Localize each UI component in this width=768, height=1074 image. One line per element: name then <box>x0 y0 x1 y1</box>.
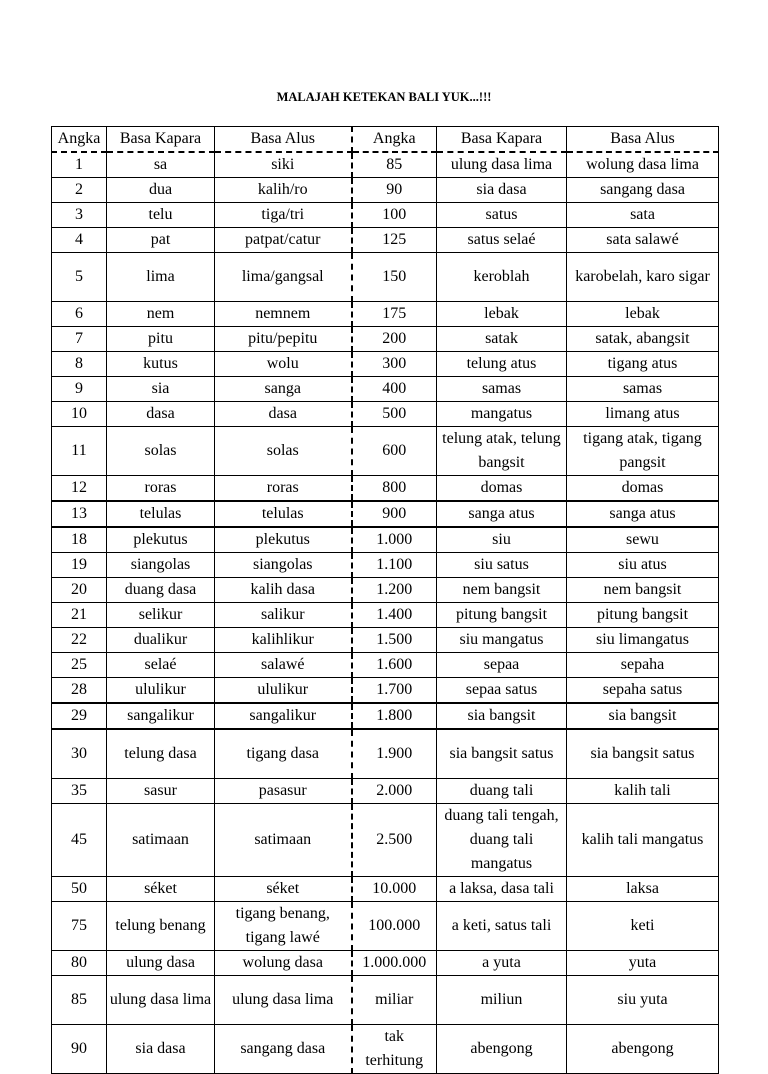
cell-basa-kapara-2: sepaa <box>437 653 567 678</box>
cell-basa-kapara-2: duang tali <box>437 779 567 804</box>
cell-basa-alus: siangolas <box>215 553 352 578</box>
cell-angka-2: 90 <box>352 178 437 203</box>
table-row <box>52 678 719 704</box>
cell-basa-alus: salikur <box>215 603 352 628</box>
cell-basa-alus-2: limang atus <box>567 402 719 427</box>
cell-angka-2: 1.000 <box>352 527 437 553</box>
cell-basa-alus: kalihlikur <box>215 628 352 653</box>
cell-angka: 25 <box>52 653 107 678</box>
table-row <box>52 203 719 228</box>
cell-angka-2: 1.600 <box>352 653 437 678</box>
cell-angka: 4 <box>52 228 107 253</box>
cell-angka-2: 1.400 <box>352 603 437 628</box>
table-row <box>52 253 719 302</box>
cell-basa-kapara: solas <box>107 427 215 476</box>
cell-basa-alus-2: samas <box>567 377 719 402</box>
table-row <box>52 653 719 678</box>
cell-basa-alus-2: siu limangatus <box>567 628 719 653</box>
cell-angka-2: 1.000.000 <box>352 951 437 976</box>
header-row <box>52 127 719 153</box>
cell-basa-alus-2: sata <box>567 203 719 228</box>
cell-basa-alus-2: sia bangsit satus <box>567 729 719 779</box>
cell-basa-alus-2: lebak <box>567 302 719 327</box>
cell-angka-2: 125 <box>352 228 437 253</box>
table-row <box>52 178 719 203</box>
cell-basa-alus: ululikur <box>215 678 352 704</box>
table-row <box>52 228 719 253</box>
cell-basa-kapara-2: telung atus <box>437 352 567 377</box>
table-row <box>52 402 719 427</box>
cell-basa-kapara-2: siu mangatus <box>437 628 567 653</box>
cell-basa-alus: pasasur <box>215 779 352 804</box>
header-basa-alus-2: Basa Alus <box>567 127 719 153</box>
cell-angka-2: 10.000 <box>352 877 437 902</box>
cell-basa-alus: dasa <box>215 402 352 427</box>
table-row <box>52 603 719 628</box>
table-row <box>52 628 719 653</box>
cell-angka-2: 1.100 <box>352 553 437 578</box>
cell-basa-kapara: nem <box>107 302 215 327</box>
cell-basa-kapara-2: siu <box>437 527 567 553</box>
table-row <box>52 427 719 476</box>
cell-basa-kapara: ululikur <box>107 678 215 704</box>
cell-basa-alus: lima/gangsal <box>215 253 352 302</box>
cell-angka-2: 1.900 <box>352 729 437 779</box>
header-angka: Angka <box>52 127 107 153</box>
cell-basa-kapara: pat <box>107 228 215 253</box>
cell-basa-kapara-2: sepaa satus <box>437 678 567 704</box>
cell-angka-2: 100.000 <box>352 902 437 951</box>
cell-basa-alus-2: sata salawé <box>567 228 719 253</box>
cell-basa-kapara-2: abengong <box>437 1025 567 1074</box>
cell-basa-kapara-2: satus selaé <box>437 228 567 253</box>
cell-basa-alus: tigang dasa <box>215 729 352 779</box>
cell-angka-2: 400 <box>352 377 437 402</box>
cell-basa-kapara: selaé <box>107 653 215 678</box>
cell-basa-kapara-2: a yuta <box>437 951 567 976</box>
table-row <box>52 779 719 804</box>
cell-basa-alus-2: sewu <box>567 527 719 553</box>
cell-basa-alus: pitu/pepitu <box>215 327 352 352</box>
cell-angka: 8 <box>52 352 107 377</box>
cell-basa-alus-2: sangang dasa <box>567 178 719 203</box>
cell-basa-kapara-2: sia bangsit satus <box>437 729 567 779</box>
cell-angka: 85 <box>52 976 107 1025</box>
cell-angka-2: tak terhitung <box>352 1025 437 1074</box>
cell-basa-alus: patpat/catur <box>215 228 352 253</box>
cell-basa-alus-2: sepaha satus <box>567 678 719 704</box>
cell-basa-alus: séket <box>215 877 352 902</box>
cell-angka: 35 <box>52 779 107 804</box>
cell-angka-2: 1.800 <box>352 703 437 729</box>
cell-angka: 90 <box>52 1025 107 1074</box>
cell-basa-alus-2: kalih tali <box>567 779 719 804</box>
cell-basa-kapara-2: pitung bangsit <box>437 603 567 628</box>
cell-basa-alus-2: tigang atak, tigang pangsit <box>567 427 719 476</box>
table-row <box>52 877 719 902</box>
cell-basa-kapara-2: satus <box>437 203 567 228</box>
cell-angka: 29 <box>52 703 107 729</box>
cell-angka: 30 <box>52 729 107 779</box>
cell-basa-kapara: telu <box>107 203 215 228</box>
cell-basa-alus: roras <box>215 476 352 502</box>
cell-basa-kapara: ulung dasa <box>107 951 215 976</box>
table-row <box>52 976 719 1025</box>
cell-angka: 2 <box>52 178 107 203</box>
table-row <box>52 152 719 178</box>
cell-angka-2: 1.500 <box>352 628 437 653</box>
cell-basa-alus-2: siu yuta <box>567 976 719 1025</box>
cell-basa-alus-2: satak, abangsit <box>567 327 719 352</box>
cell-basa-alus-2: domas <box>567 476 719 502</box>
cell-basa-kapara: sa <box>107 152 215 178</box>
cell-angka: 75 <box>52 902 107 951</box>
cell-angka-2: miliar <box>352 976 437 1025</box>
cell-angka-2: 600 <box>352 427 437 476</box>
table-row <box>52 476 719 502</box>
cell-basa-kapara: pitu <box>107 327 215 352</box>
cell-angka: 3 <box>52 203 107 228</box>
cell-basa-alus: sangalikur <box>215 703 352 729</box>
header-angka-2: Angka <box>352 127 437 153</box>
cell-basa-kapara: sia <box>107 377 215 402</box>
cell-angka-2: 150 <box>352 253 437 302</box>
cell-basa-alus: salawé <box>215 653 352 678</box>
cell-basa-kapara: dualikur <box>107 628 215 653</box>
table-row <box>52 302 719 327</box>
cell-angka-2: 1.700 <box>352 678 437 704</box>
cell-basa-alus-2: tigang atus <box>567 352 719 377</box>
cell-basa-alus-2: keti <box>567 902 719 951</box>
cell-angka: 1 <box>52 152 107 178</box>
cell-basa-kapara-2: duang tali tengah, duang tali mangatus <box>437 804 567 877</box>
table-row <box>52 578 719 603</box>
cell-angka: 22 <box>52 628 107 653</box>
cell-angka: 13 <box>52 501 107 527</box>
cell-basa-alus: wolung dasa <box>215 951 352 976</box>
cell-basa-kapara: dua <box>107 178 215 203</box>
cell-basa-alus-2: sepaha <box>567 653 719 678</box>
cell-basa-alus: tigang benang, tigang lawé <box>215 902 352 951</box>
cell-basa-alus-2: laksa <box>567 877 719 902</box>
cell-basa-kapara: duang dasa <box>107 578 215 603</box>
cell-basa-alus: ulung dasa lima <box>215 976 352 1025</box>
cell-angka: 21 <box>52 603 107 628</box>
cell-basa-kapara: telulas <box>107 501 215 527</box>
cell-angka-2: 2.000 <box>352 779 437 804</box>
page-title: MALAJAH KETEKAN BALI YUK...!!! <box>276 90 492 104</box>
cell-angka-2: 500 <box>352 402 437 427</box>
table-row <box>52 377 719 402</box>
cell-angka-2: 200 <box>352 327 437 352</box>
cell-basa-kapara: telung benang <box>107 902 215 951</box>
cell-basa-kapara-2: sia bangsit <box>437 703 567 729</box>
cell-basa-alus-2: sanga atus <box>567 501 719 527</box>
cell-angka: 11 <box>52 427 107 476</box>
cell-angka-2: 175 <box>352 302 437 327</box>
cell-angka-2: 1.200 <box>352 578 437 603</box>
cell-angka: 80 <box>52 951 107 976</box>
cell-basa-alus: wolu <box>215 352 352 377</box>
cell-angka: 6 <box>52 302 107 327</box>
cell-basa-kapara: plekutus <box>107 527 215 553</box>
cell-angka-2: 800 <box>352 476 437 502</box>
cell-basa-kapara-2: domas <box>437 476 567 502</box>
table-body <box>52 152 719 1074</box>
cell-basa-alus-2: kalih tali mangatus <box>567 804 719 877</box>
table-row <box>52 352 719 377</box>
header-basa-kapara-2: Basa Kapara <box>437 127 567 153</box>
cell-basa-alus: sanga <box>215 377 352 402</box>
cell-basa-kapara-2: lebak <box>437 302 567 327</box>
cell-basa-alus: sangang dasa <box>215 1025 352 1074</box>
cell-basa-kapara-2: mangatus <box>437 402 567 427</box>
cell-basa-alus-2: yuta <box>567 951 719 976</box>
header-basa-alus: Basa Alus <box>215 127 352 153</box>
cell-basa-alus: nemnem <box>215 302 352 327</box>
table-row <box>52 327 719 352</box>
cell-basa-kapara-2: a keti, satus tali <box>437 902 567 951</box>
table-row <box>52 527 719 553</box>
cell-angka: 5 <box>52 253 107 302</box>
cell-basa-kapara: ulung dasa lima <box>107 976 215 1025</box>
cell-basa-kapara: satimaan <box>107 804 215 877</box>
cell-basa-kapara-2: miliun <box>437 976 567 1025</box>
cell-angka: 7 <box>52 327 107 352</box>
cell-angka: 10 <box>52 402 107 427</box>
cell-angka: 28 <box>52 678 107 704</box>
cell-basa-kapara: siangolas <box>107 553 215 578</box>
cell-basa-kapara-2: samas <box>437 377 567 402</box>
cell-basa-kapara: sasur <box>107 779 215 804</box>
cell-basa-alus: plekutus <box>215 527 352 553</box>
table-row <box>52 553 719 578</box>
cell-basa-alus: kalih dasa <box>215 578 352 603</box>
cell-basa-kapara-2: sia dasa <box>437 178 567 203</box>
cell-basa-alus-2: wolung dasa lima <box>567 152 719 178</box>
table-row <box>52 1025 719 1074</box>
cell-basa-alus: satimaan <box>215 804 352 877</box>
cell-angka: 50 <box>52 877 107 902</box>
cell-basa-kapara-2: telung atak, telung bangsit <box>437 427 567 476</box>
cell-basa-kapara-2: nem bangsit <box>437 578 567 603</box>
table-row <box>52 902 719 951</box>
cell-basa-kapara-2: ulung dasa lima <box>437 152 567 178</box>
cell-basa-alus: tiga/tri <box>215 203 352 228</box>
cell-basa-kapara: sangalikur <box>107 703 215 729</box>
cell-basa-kapara: sia dasa <box>107 1025 215 1074</box>
table-row <box>52 729 719 779</box>
cell-basa-kapara: telung dasa <box>107 729 215 779</box>
table-row <box>52 804 719 877</box>
cell-basa-alus-2: siu atus <box>567 553 719 578</box>
cell-basa-alus-2: karobelah, karo sigar <box>567 253 719 302</box>
cell-angka-2: 85 <box>352 152 437 178</box>
cell-basa-kapara-2: siu satus <box>437 553 567 578</box>
cell-basa-kapara-2: keroblah <box>437 253 567 302</box>
cell-angka: 45 <box>52 804 107 877</box>
cell-basa-alus-2: nem bangsit <box>567 578 719 603</box>
table-row <box>52 951 719 976</box>
cell-basa-alus-2: abengong <box>567 1025 719 1074</box>
cell-angka-2: 100 <box>352 203 437 228</box>
cell-basa-kapara: dasa <box>107 402 215 427</box>
cell-basa-alus: telulas <box>215 501 352 527</box>
cell-angka-2: 2.500 <box>352 804 437 877</box>
cell-basa-kapara: séket <box>107 877 215 902</box>
cell-angka: 12 <box>52 476 107 502</box>
cell-basa-alus: kalih/ro <box>215 178 352 203</box>
cell-basa-kapara: lima <box>107 253 215 302</box>
cell-basa-alus-2: sia bangsit <box>567 703 719 729</box>
cell-basa-alus: solas <box>215 427 352 476</box>
cell-basa-alus: siki <box>215 152 352 178</box>
cell-angka-2: 300 <box>352 352 437 377</box>
cell-basa-kapara: roras <box>107 476 215 502</box>
cell-basa-kapara-2: a laksa, dasa tali <box>437 877 567 902</box>
header-basa-kapara: Basa Kapara <box>107 127 215 153</box>
cell-basa-kapara-2: satak <box>437 327 567 352</box>
cell-angka: 9 <box>52 377 107 402</box>
cell-angka: 18 <box>52 527 107 553</box>
cell-angka: 19 <box>52 553 107 578</box>
cell-basa-kapara: selikur <box>107 603 215 628</box>
cell-basa-kapara-2: sanga atus <box>437 501 567 527</box>
table-row <box>52 703 719 729</box>
cell-basa-alus-2: pitung bangsit <box>567 603 719 628</box>
table-row <box>52 501 719 527</box>
number-table <box>51 126 719 1074</box>
cell-angka-2: 900 <box>352 501 437 527</box>
cell-basa-kapara: kutus <box>107 352 215 377</box>
cell-angka: 20 <box>52 578 107 603</box>
